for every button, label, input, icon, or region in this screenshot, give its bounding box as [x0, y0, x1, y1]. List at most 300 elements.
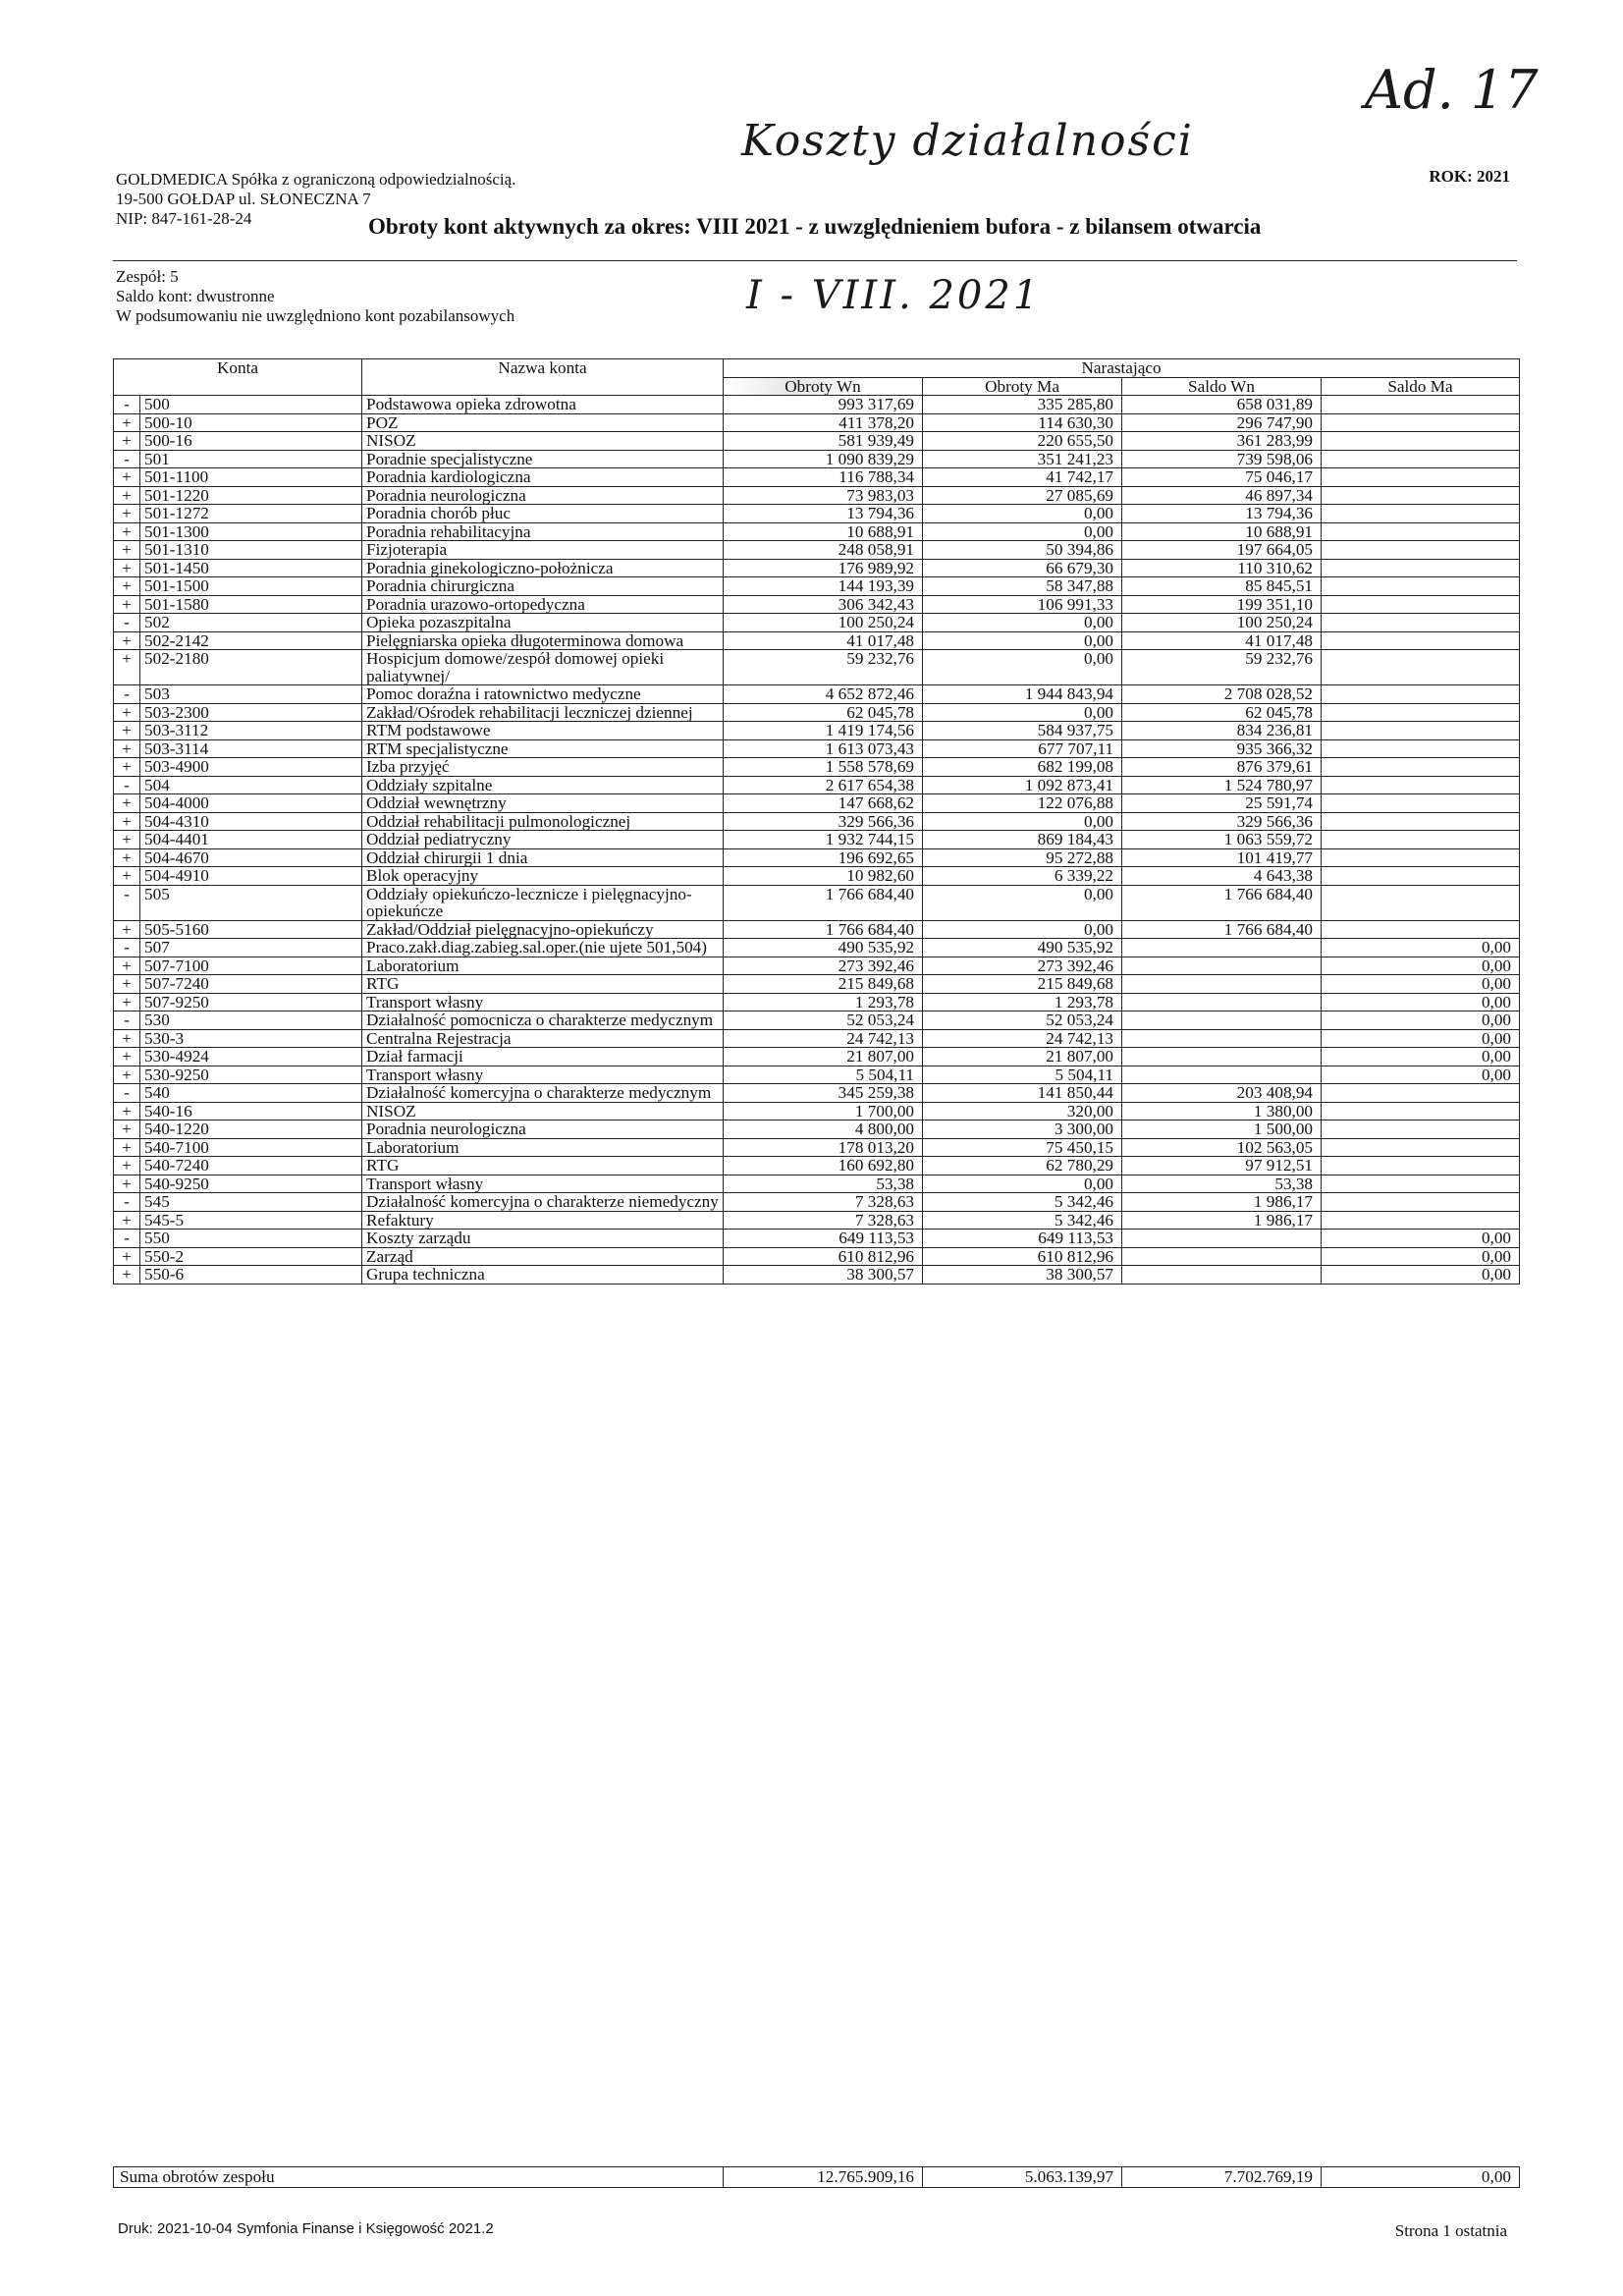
- obroty-wn: 59 232,76: [724, 650, 923, 685]
- obroty-ma: 0,00: [923, 812, 1122, 831]
- saldo-wn: 101 419,77: [1122, 848, 1322, 867]
- table-row: [114, 541, 1520, 560]
- row-sign: +: [114, 831, 140, 849]
- meta-note: W podsumowaniu nie uwzględniono kont pozabilansowych: [116, 306, 515, 325]
- saldo-wn: [1122, 1011, 1322, 1030]
- saldo-ma: [1322, 450, 1520, 468]
- row-sign: +: [114, 559, 140, 577]
- table-row: [114, 685, 1520, 704]
- obroty-ma: 50 394,86: [923, 541, 1122, 560]
- handwritten-title-note: Koszty działalności: [741, 116, 1194, 166]
- saldo-wn: 97 912,51: [1122, 1157, 1322, 1175]
- saldo-ma: [1322, 1193, 1520, 1212]
- table-row: [114, 831, 1520, 849]
- row-sign: +: [114, 505, 140, 523]
- account-name: Laboratorium: [362, 957, 724, 975]
- saldo-ma: [1322, 776, 1520, 794]
- saldo-ma: [1322, 505, 1520, 523]
- table-row: [114, 1157, 1520, 1175]
- account-name: Poradnia ginekologiczno-położnicza: [362, 559, 724, 577]
- saldo-ma: 0,00: [1322, 1247, 1520, 1266]
- table-row: [114, 722, 1520, 740]
- saldo-ma: [1322, 432, 1520, 451]
- table-row: [114, 794, 1520, 813]
- company-address: 19-500 GOŁDAP ul. SŁONECZNA 7: [116, 190, 371, 208]
- row-sign: +: [114, 1121, 140, 1139]
- obroty-ma: 584 937,75: [923, 722, 1122, 740]
- account-code: 503-2300: [140, 703, 362, 722]
- saldo-ma: 0,00: [1322, 1011, 1520, 1030]
- summary-saldo-wn: 7.702.769,19: [1122, 2167, 1322, 2188]
- obroty-ma: 490 535,92: [923, 939, 1122, 957]
- account-code: 503: [140, 685, 362, 704]
- row-sign: -: [114, 396, 140, 414]
- table-row: [114, 559, 1520, 577]
- table-row: [114, 1011, 1520, 1030]
- table-row: [114, 1230, 1520, 1248]
- obroty-ma: 215 849,68: [923, 975, 1122, 994]
- obroty-ma: 122 076,88: [923, 794, 1122, 813]
- saldo-wn: [1122, 1048, 1322, 1066]
- header-narastajaco: Narastająco: [724, 359, 1520, 378]
- obroty-wn: 1 419 174,56: [724, 722, 923, 740]
- account-name: NISOZ: [362, 1102, 724, 1121]
- saldo-ma: [1322, 468, 1520, 487]
- table-row: [114, 885, 1520, 920]
- table-row: [114, 1266, 1520, 1285]
- row-sign: -: [114, 939, 140, 957]
- obroty-wn: 10 982,60: [724, 867, 923, 886]
- account-name: Oddział chirurgii 1 dnia: [362, 848, 724, 867]
- account-code: 530-4924: [140, 1048, 362, 1066]
- header-row-top: [114, 359, 1520, 378]
- obroty-wn: 1 766 684,40: [724, 885, 923, 920]
- saldo-ma: [1322, 920, 1520, 939]
- account-code: 503-4900: [140, 758, 362, 777]
- saldo-wn: [1122, 1230, 1322, 1248]
- table-row: [114, 1029, 1520, 1048]
- print-info: Druk: 2021-10-04 Symfonia Finanse i Księgowość 2021.2: [118, 2220, 494, 2237]
- account-code: 501-1300: [140, 522, 362, 541]
- saldo-ma: [1322, 722, 1520, 740]
- obroty-wn: 1 558 578,69: [724, 758, 923, 777]
- saldo-ma: [1322, 559, 1520, 577]
- account-code: 501-1500: [140, 577, 362, 596]
- obroty-wn: 248 058,91: [724, 541, 923, 560]
- row-sign: +: [114, 1157, 140, 1175]
- saldo-wn: [1122, 1247, 1322, 1266]
- account-code: 505: [140, 885, 362, 920]
- row-sign: -: [114, 1230, 140, 1248]
- saldo-wn: 834 236,81: [1122, 722, 1322, 740]
- row-sign: +: [114, 739, 140, 758]
- table-row: [114, 650, 1520, 685]
- obroty-wn: 411 378,20: [724, 413, 923, 432]
- account-name: RTM specjalistyczne: [362, 739, 724, 758]
- saldo-wn: 361 283,99: [1122, 432, 1322, 451]
- account-name: Poradnia chirurgiczna: [362, 577, 724, 596]
- account-name: Poradnia urazowo-ortopedyczna: [362, 595, 724, 614]
- obroty-wn: 581 939,49: [724, 432, 923, 451]
- account-code: 505-5160: [140, 920, 362, 939]
- saldo-wn: 1 766 684,40: [1122, 885, 1322, 920]
- account-name: Oddział wewnętrzny: [362, 794, 724, 813]
- row-sign: -: [114, 614, 140, 632]
- obroty-wn: 41 017,48: [724, 631, 923, 650]
- row-sign: +: [114, 975, 140, 994]
- obroty-wn: 610 812,96: [724, 1247, 923, 1266]
- account-name: Poradnia neurologiczna: [362, 486, 724, 505]
- report-year: ROK: 2021: [1429, 167, 1510, 186]
- obroty-ma: 1 092 873,41: [923, 776, 1122, 794]
- obroty-wn: 24 742,13: [724, 1029, 923, 1048]
- row-sign: +: [114, 794, 140, 813]
- obroty-wn: 345 259,38: [724, 1084, 923, 1103]
- row-sign: -: [114, 776, 140, 794]
- account-code: 507-9250: [140, 993, 362, 1011]
- saldo-wn: 1 524 780,97: [1122, 776, 1322, 794]
- saldo-wn: 75 046,17: [1122, 468, 1322, 487]
- obroty-wn: 1 090 839,29: [724, 450, 923, 468]
- account-name: Oddział rehabilitacji pulmonologicznej: [362, 812, 724, 831]
- table-row: [114, 812, 1520, 831]
- account-name: Dział farmacji: [362, 1048, 724, 1066]
- table-row: [114, 993, 1520, 1011]
- obroty-wn: 160 692,80: [724, 1157, 923, 1175]
- obroty-wn: 196 692,65: [724, 848, 923, 867]
- account-code: 504-4401: [140, 831, 362, 849]
- account-name: Poradnia kardiologiczna: [362, 468, 724, 487]
- obroty-wn: 100 250,24: [724, 614, 923, 632]
- saldo-wn: 329 566,36: [1122, 812, 1322, 831]
- saldo-ma: 0,00: [1322, 1066, 1520, 1084]
- obroty-wn: 7 328,63: [724, 1193, 923, 1212]
- row-sign: +: [114, 812, 140, 831]
- saldo-wn: 13 794,36: [1122, 505, 1322, 523]
- account-code: 507-7240: [140, 975, 362, 994]
- obroty-ma: 0,00: [923, 650, 1122, 685]
- account-name: NISOZ: [362, 432, 724, 451]
- saldo-ma: [1322, 631, 1520, 650]
- account-code: 530: [140, 1011, 362, 1030]
- account-code: 504-4910: [140, 867, 362, 886]
- account-name: Działalność pomocnicza o charakterze medycznym: [362, 1011, 724, 1030]
- obroty-wn: 2 617 654,38: [724, 776, 923, 794]
- obroty-ma: 273 392,46: [923, 957, 1122, 975]
- account-code: 501-1272: [140, 505, 362, 523]
- table-row: [114, 920, 1520, 939]
- obroty-wn: 1 700,00: [724, 1102, 923, 1121]
- account-name: Poradnia chorób płuc: [362, 505, 724, 523]
- account-name: Fizjoterapia: [362, 541, 724, 560]
- obroty-ma: 106 991,33: [923, 595, 1122, 614]
- account-code: 501: [140, 450, 362, 468]
- row-sign: +: [114, 486, 140, 505]
- obroty-ma: 220 655,50: [923, 432, 1122, 451]
- account-code: 540-9250: [140, 1175, 362, 1193]
- account-name: Poradnia rehabilitacyjna: [362, 522, 724, 541]
- account-name: Opieka pozaszpitalna: [362, 614, 724, 632]
- obroty-ma: 58 347,88: [923, 577, 1122, 596]
- row-sign: +: [114, 1029, 140, 1048]
- account-name: Grupa techniczna: [362, 1266, 724, 1285]
- obroty-wn: 649 113,53: [724, 1230, 923, 1248]
- saldo-wn: [1122, 939, 1322, 957]
- account-code: 507-7100: [140, 957, 362, 975]
- account-name: Zakład/Ośrodek rehabilitacji leczniczej dziennej: [362, 703, 724, 722]
- saldo-wn: [1122, 1029, 1322, 1048]
- account-name: Transport własny: [362, 1175, 724, 1193]
- obroty-wn: 215 849,68: [724, 975, 923, 994]
- account-code: 540-1220: [140, 1121, 362, 1139]
- row-sign: -: [114, 450, 140, 468]
- obroty-wn: 53,38: [724, 1175, 923, 1193]
- saldo-ma: 0,00: [1322, 1029, 1520, 1048]
- table-row: [114, 975, 1520, 994]
- saldo-ma: [1322, 1157, 1520, 1175]
- table-row: [114, 595, 1520, 614]
- obroty-ma: 0,00: [923, 631, 1122, 650]
- header-saldo-wn: Saldo Wn: [1122, 377, 1322, 396]
- row-sign: +: [114, 650, 140, 685]
- saldo-wn: [1122, 957, 1322, 975]
- obroty-wn: 73 983,03: [724, 486, 923, 505]
- obroty-ma: 0,00: [923, 614, 1122, 632]
- meta-balance-type: Saldo kont: dwustronne: [116, 287, 275, 305]
- obroty-ma: 3 300,00: [923, 1121, 1122, 1139]
- obroty-ma: 0,00: [923, 920, 1122, 939]
- saldo-wn: 25 591,74: [1122, 794, 1322, 813]
- account-name: Blok operacyjny: [362, 867, 724, 886]
- obroty-ma: 0,00: [923, 885, 1122, 920]
- saldo-ma: 0,00: [1322, 1266, 1520, 1285]
- report-meta: [116, 267, 514, 326]
- company-name: GOLDMEDICA Spółka z ograniczoną odpowiedzialnością.: [116, 170, 516, 189]
- saldo-ma: [1322, 758, 1520, 777]
- table-row: [114, 486, 1520, 505]
- table-row: [114, 505, 1520, 523]
- saldo-wn: [1122, 993, 1322, 1011]
- account-code: 550: [140, 1230, 362, 1248]
- saldo-wn: 1 986,17: [1122, 1211, 1322, 1230]
- account-name: Oddziały opiekuńczo-lecznicze i pielęgnacyjno-opiekuńcze: [362, 885, 724, 920]
- account-code: 540: [140, 1084, 362, 1103]
- row-sign: +: [114, 758, 140, 777]
- obroty-ma: 0,00: [923, 505, 1122, 523]
- page-number: Strona 1 ostatnia: [1394, 2221, 1507, 2240]
- table-row: [114, 939, 1520, 957]
- obroty-wn: 1 613 073,43: [724, 739, 923, 758]
- account-name: Pielęgniarska opieka długoterminowa domowa: [362, 631, 724, 650]
- obroty-ma: 677 707,11: [923, 739, 1122, 758]
- obroty-ma: 66 679,30: [923, 559, 1122, 577]
- row-sign: +: [114, 957, 140, 975]
- account-name: Działalność komercyjna o charakterze niemedyczny: [362, 1193, 724, 1212]
- table-row: [114, 739, 1520, 758]
- saldo-ma: [1322, 396, 1520, 414]
- saldo-ma: [1322, 614, 1520, 632]
- obroty-ma: 24 742,13: [923, 1029, 1122, 1048]
- obroty-ma: 5 342,46: [923, 1211, 1122, 1230]
- saldo-wn: 1 766 684,40: [1122, 920, 1322, 939]
- obroty-ma: 62 780,29: [923, 1157, 1122, 1175]
- account-code: 500: [140, 396, 362, 414]
- row-sign: +: [114, 993, 140, 1011]
- obroty-ma: 351 241,23: [923, 450, 1122, 468]
- account-name: Koszty zarządu: [362, 1230, 724, 1248]
- row-sign: +: [114, 1175, 140, 1193]
- saldo-ma: [1322, 595, 1520, 614]
- table-row: [114, 631, 1520, 650]
- account-code: 540-16: [140, 1102, 362, 1121]
- obroty-wn: 4 652 872,46: [724, 685, 923, 704]
- saldo-wn: [1122, 975, 1322, 994]
- saldo-ma: [1322, 1175, 1520, 1193]
- account-code: 500-16: [140, 432, 362, 451]
- saldo-ma: [1322, 1121, 1520, 1139]
- table-row: [114, 1084, 1520, 1103]
- obroty-ma: 649 113,53: [923, 1230, 1122, 1248]
- summary-saldo-ma: 0,00: [1322, 2167, 1520, 2188]
- obroty-wn: 147 668,62: [724, 794, 923, 813]
- saldo-ma: 0,00: [1322, 993, 1520, 1011]
- header-obroty-wn: Obroty Wn: [724, 377, 923, 396]
- obroty-ma: 320,00: [923, 1102, 1122, 1121]
- saldo-wn: 46 897,34: [1122, 486, 1322, 505]
- meta-team: Zespół: 5: [116, 267, 179, 286]
- header-obroty-ma: Obroty Ma: [923, 377, 1122, 396]
- saldo-ma: [1322, 1102, 1520, 1121]
- account-name: Poradnie specjalistyczne: [362, 450, 724, 468]
- account-name: Refaktury: [362, 1211, 724, 1230]
- account-code: 501-1580: [140, 595, 362, 614]
- account-code: 504-4000: [140, 794, 362, 813]
- obroty-wn: 178 013,20: [724, 1138, 923, 1157]
- saldo-wn: 41 017,48: [1122, 631, 1322, 650]
- row-sign: +: [114, 1211, 140, 1230]
- row-sign: -: [114, 1084, 140, 1103]
- table-row: [114, 468, 1520, 487]
- handwritten-attachment-note: Ad. 17: [1365, 59, 1539, 121]
- obroty-ma: 27 085,69: [923, 486, 1122, 505]
- account-code: 507: [140, 939, 362, 957]
- table-row: [114, 1175, 1520, 1193]
- obroty-wn: 1 766 684,40: [724, 920, 923, 939]
- obroty-ma: 1 293,78: [923, 993, 1122, 1011]
- obroty-ma: 5 342,46: [923, 1193, 1122, 1212]
- account-code: 503-3114: [140, 739, 362, 758]
- obroty-wn: 176 989,92: [724, 559, 923, 577]
- account-name: Oddziały szpitalne: [362, 776, 724, 794]
- obroty-ma: 21 807,00: [923, 1048, 1122, 1066]
- table-row: [114, 396, 1520, 414]
- saldo-ma: [1322, 812, 1520, 831]
- account-name: Poradnia neurologiczna: [362, 1121, 724, 1139]
- saldo-ma: [1322, 794, 1520, 813]
- account-code: 530-3: [140, 1029, 362, 1048]
- summary-row: [114, 2167, 1520, 2188]
- account-code: 504-4670: [140, 848, 362, 867]
- saldo-wn: 110 310,62: [1122, 559, 1322, 577]
- account-code: 500-10: [140, 413, 362, 432]
- obroty-ma: 95 272,88: [923, 848, 1122, 867]
- company-nip: NIP: 847-161-28-24: [116, 209, 252, 228]
- row-sign: -: [114, 685, 140, 704]
- account-name: Zarząd: [362, 1247, 724, 1266]
- obroty-wn: 38 300,57: [724, 1266, 923, 1285]
- saldo-wn: [1122, 1266, 1322, 1285]
- row-sign: +: [114, 577, 140, 596]
- account-code: 501-1220: [140, 486, 362, 505]
- obroty-ma: 75 450,15: [923, 1138, 1122, 1157]
- saldo-ma: [1322, 1138, 1520, 1157]
- obroty-ma: 0,00: [923, 1175, 1122, 1193]
- table-row: [114, 1247, 1520, 1266]
- summary-obroty-wn: 12.765.909,16: [724, 2167, 923, 2188]
- row-sign: +: [114, 703, 140, 722]
- row-sign: +: [114, 722, 140, 740]
- account-code: 550-2: [140, 1247, 362, 1266]
- obroty-wn: 329 566,36: [724, 812, 923, 831]
- table-row: [114, 522, 1520, 541]
- saldo-wn: 1 500,00: [1122, 1121, 1322, 1139]
- saldo-wn: 102 563,05: [1122, 1138, 1322, 1157]
- saldo-wn: [1122, 1066, 1322, 1084]
- account-name: Podstawowa opieka zdrowotna: [362, 396, 724, 414]
- obroty-wn: 306 342,43: [724, 595, 923, 614]
- header-saldo-ma: Saldo Ma: [1322, 377, 1520, 396]
- account-name: POZ: [362, 413, 724, 432]
- saldo-ma: 0,00: [1322, 1048, 1520, 1066]
- obroty-wn: 62 045,78: [724, 703, 923, 722]
- table-row: [114, 867, 1520, 886]
- account-name: RTG: [362, 1157, 724, 1175]
- header-konta: Konta: [114, 359, 362, 396]
- saldo-ma: [1322, 1211, 1520, 1230]
- report-title: Obroty kont aktywnych za okres: VIII 2021 - z uwzględnieniem bufora - z bilansem otwarcia: [368, 214, 1262, 239]
- saldo-wn: 53,38: [1122, 1175, 1322, 1193]
- saldo-ma: [1322, 522, 1520, 541]
- account-code: 504-4310: [140, 812, 362, 831]
- table-row: [114, 413, 1520, 432]
- saldo-ma: [1322, 867, 1520, 886]
- saldo-ma: [1322, 541, 1520, 560]
- saldo-wn: 739 598,06: [1122, 450, 1322, 468]
- row-sign: +: [114, 413, 140, 432]
- row-sign: +: [114, 595, 140, 614]
- obroty-wn: 993 317,69: [724, 396, 923, 414]
- saldo-ma: 0,00: [1322, 939, 1520, 957]
- account-name: RTG: [362, 975, 724, 994]
- account-name: Pomoc doraźna i ratownictwo medyczne: [362, 685, 724, 704]
- row-sign: +: [114, 867, 140, 886]
- saldo-wn: 296 747,90: [1122, 413, 1322, 432]
- account-code: 545: [140, 1193, 362, 1212]
- obroty-wn: 4 800,00: [724, 1121, 923, 1139]
- account-name: Transport własny: [362, 1066, 724, 1084]
- obroty-wn: 5 504,11: [724, 1066, 923, 1084]
- row-sign: +: [114, 1048, 140, 1066]
- account-name: Oddział pediatryczny: [362, 831, 724, 849]
- account-name: Praco.zakł.diag.zabieg.sal.oper.(nie ujete 501,504): [362, 939, 724, 957]
- obroty-wn: 10 688,91: [724, 522, 923, 541]
- table-row: [114, 848, 1520, 867]
- account-name: Zakład/Oddział pielęgnacyjno-opiekuńczy: [362, 920, 724, 939]
- account-name: Hospicjum domowe/zespół domowej opieki paliatywnej/: [362, 650, 724, 685]
- row-sign: +: [114, 522, 140, 541]
- summary-obroty-ma: 5.063.139,97: [923, 2167, 1122, 2188]
- table-row: [114, 1193, 1520, 1212]
